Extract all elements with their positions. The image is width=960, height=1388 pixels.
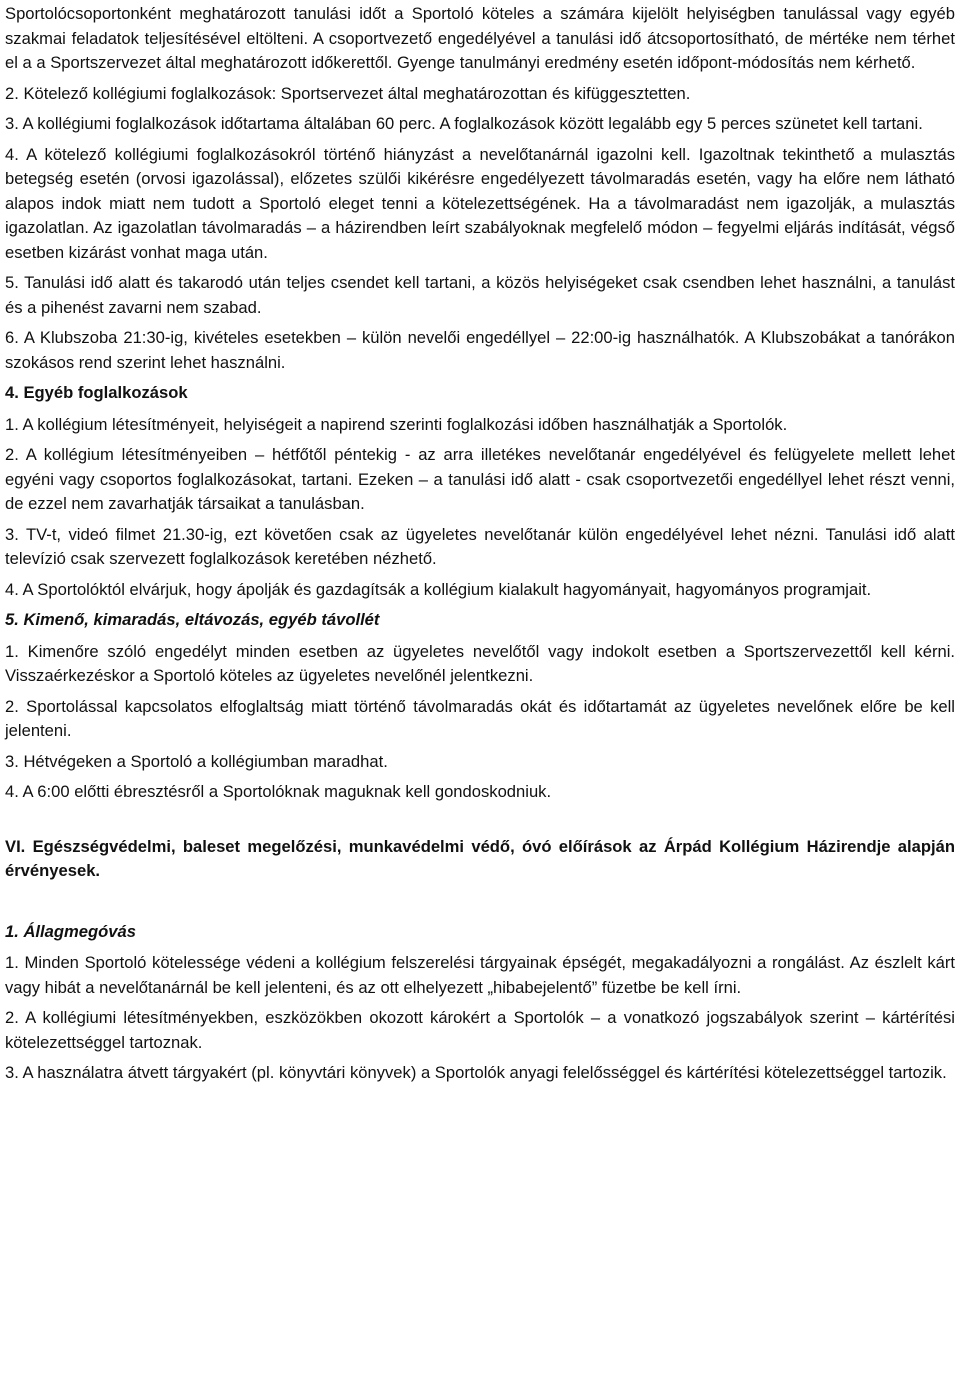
paragraph-study-time: Sportolócsoportonként meghatározott tanulási időt a Sportoló köteles a számára kijelölt helyiségben tanulással vagy egyéb szakmai feladatok teljesítésével eltölteni. A csoportvezető engedélyével a tanulási idő átcsoportosítható, de mértéke nem térhet el a a Sportszervezet által meghatározott időkerettől. Gyenge tanulmányi eredmény esetén időpont-módosítás nem kérhető. bbox=[5, 4, 955, 72]
paragraph-individual-group-activities: 2. A kollégium létesítményeiben – hétfőtől péntekig - az arra illetékes nevelőtanár engedélyével és felügyelete mellett lehet egyéni vagy csoportos foglalkozásokat, tartani. Ezeken – a tanulási idő alatt - csak csoportvezetői engedéllyel lehet részt venni, de ezzel nem zavarhatják társaikat a tanulásban. bbox=[5, 445, 955, 513]
paragraph-session-duration: 3. A kollégiumi foglalkozások időtartama általában 60 perc. A foglalkozások között legalább egy 5 perces szünetet kell tartani. bbox=[5, 114, 923, 133]
paragraph-quiet-rules: 5. Tanulási idő alatt és takarodó után teljes csendet kell tartani, a közös helyiségeket csak csendben lehet használni, a tanulást és a pihenést zavarni nem szabad. bbox=[5, 273, 955, 317]
paragraph-early-wakeup: 4. A 6:00 előtti ébresztésről a Sportolóknak maguknak kell gondoskodniuk. bbox=[5, 782, 552, 801]
section-heading-property-care-text: 1. Állagmegóvás bbox=[5, 921, 136, 941]
paragraph-protect-equipment: 1. Minden Sportoló kötelessége védeni a kollégium felszerelési tárgyainak épségét, megakadályozni a rongálást. Az észlelt kárt vagy hibát a nevelőtanárnál be kell jelenteni, és az ott elhelyezett „hibabejelentő” füzetbe be kell írni. bbox=[5, 953, 955, 997]
paragraph-facilities-use: 1. A kollégium létesítményeit, helyiségeit a napirend szerinti foglalkozási időben használhatják a Sportolók. bbox=[5, 414, 788, 434]
paragraph-mandatory-sessions: 2. Kötelező kollégiumi foglalkozások: Sportservezet által meghatározottan és kifüggesztetten. bbox=[5, 83, 691, 103]
paragraph-leave-permission: 1. Kimenőre szóló engedélyt minden esetben az ügyeletes nevelőtől vagy indokolt esetben a Sportszervezettől kell kérni. Visszaérkezéskor a Sportoló köteles az ügyeletes nevelőnél jelentkezni. bbox=[5, 641, 955, 685]
paragraph-traditions: 4. A Sportolóktól elvárjuk, hogy ápolják és gazdagítsák a kollégium kialakult hagyományait, hagyományos programjait. bbox=[5, 579, 872, 599]
paragraph-club-room: 6. A Klubszoba 21:30-ig, kivételes esetekben – külön nevelői engedéllyel – 22:00-ig használhatók. A Klubszobákat a tanórákon szokásos rend szerint lehet használni. bbox=[5, 328, 955, 372]
paragraph-weekends: 3. Hétvégeken a Sportoló a kollégiumban maradhat. bbox=[5, 751, 388, 771]
section-heading-other-activities: 4. Egyéb foglalkozások bbox=[5, 383, 188, 402]
section-heading-property-care bbox=[5, 920, 955, 945]
paragraph-tv-video: 3. TV-t, videó filmet 21.30-ig, ezt követően csak az ügyeletes nevelőtanár külön engedélyével lehet nézni. Tanulási idő alatt televízió csak szervezett foglalkozások keretében nézhető. bbox=[5, 524, 955, 568]
section-heading-leave-text: 5. Kimenő, kimaradás, eltávozás, egyéb távollét bbox=[5, 610, 380, 629]
paragraph-sport-absence: 2. Sportolással kapcsolatos elfoglaltság miatt történő távolmaradás okát és időtartamát az ügyeletes nevelőnek előre be kell jelenteni. bbox=[5, 696, 955, 740]
section-heading-health-safety: VI. Egészségvédelmi, baleset megelőzési, munkavédelmi védő, óvó előírások az Árpád Kollégium Házirendje alapján érvényesek. bbox=[5, 836, 955, 880]
section-heading-leave bbox=[5, 608, 955, 633]
paragraph-damage-liability: 2. A kollégiumi létesítményekben, eszközökben okozott károkért a Sportolók – a vonatkozó jogszabályok szerint – kártérítési kötelezettséggel tartoznak. bbox=[5, 1008, 955, 1052]
paragraph-absence-rules: 4. A kötelező kollégiumi foglalkozásokról történő hiányzást a nevelőtanárnál igazolni kell. Igazoltnak tekinthető a mulasztás betegség esetén (orvosi igazolással), előzetes szülői kikérésre engedélyezett távolmaradás esetén, vagy ha előre nem látható alapos indok miatt nem tudott a Sportoló eleget tenni a kötelezettségének. Ha a távolmaradást nem igazolják, a mulasztás igazolatlan. Az igazolatlan távolmaradás – a házirendben leírt szabályoknak megfelelő módon – fegyelmi eljárás indítását, végső esetben kizárást vonhat maga után. bbox=[5, 144, 955, 262]
paragraph-borrowed-items: 3. A használatra átvett tárgyakért (pl. könyvtári könyvek) a Sportolók anyagi felelősséggel és kártérítési kötelezettséggel tartozik. bbox=[5, 1063, 947, 1082]
